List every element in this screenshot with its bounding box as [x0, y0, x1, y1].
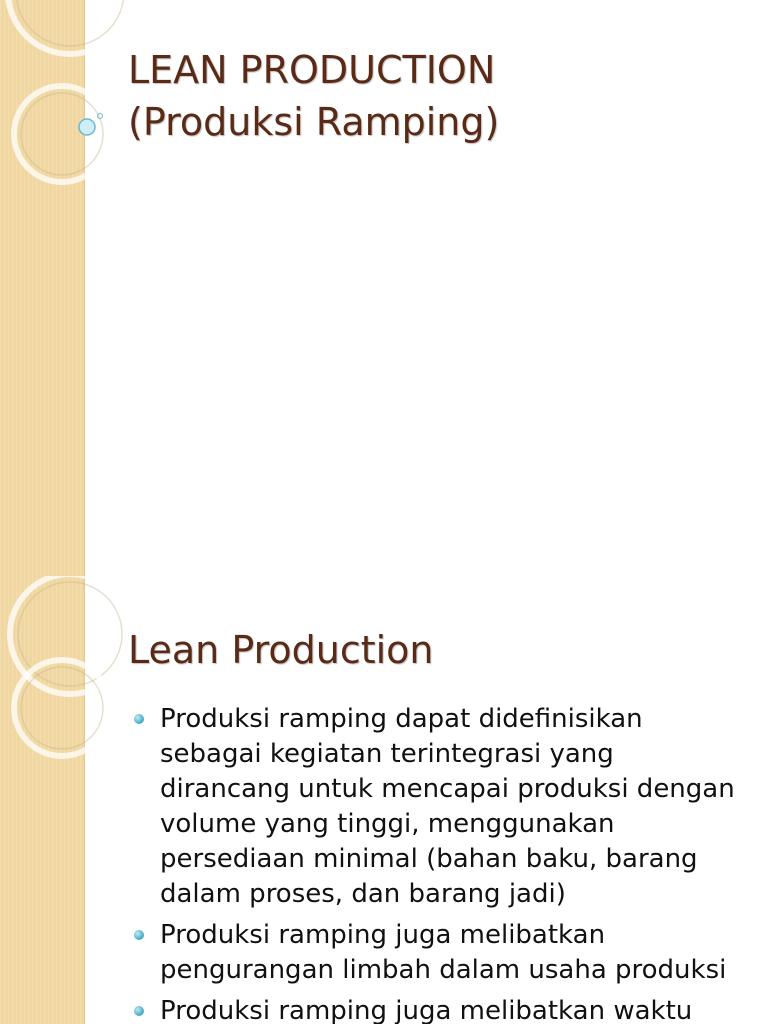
bullet-dot-icon — [134, 1006, 144, 1016]
bullet-item — [132, 702, 744, 912]
bullet-list — [132, 702, 744, 1024]
bullet-dot-icon — [134, 714, 144, 724]
bullet-dot-icon — [134, 930, 144, 940]
slide-title: Lean Production — [128, 628, 434, 672]
title-line-1: LEAN PRODUCTION — [128, 48, 496, 92]
bullet-text: Produksi ramping dapat didefinisikan sebagai kegiatan terintegrasi yang dirancang untuk mencapai produksi dengan volume yang tinggi, menggunakan persediaan minimal (bahan baku, barang dalam proses, dan barang jadi) — [160, 704, 735, 909]
bullet-item — [132, 994, 744, 1024]
bullet-item — [132, 918, 744, 988]
slide-title — [128, 44, 499, 148]
title-line-2: (Produksi Ramping) — [128, 100, 500, 144]
bullet-text: Produksi ramping juga melibatkan pengurangan limbah dalam usaha produksi — [160, 920, 727, 985]
bullet-text: Produksi ramping juga melibatkan waktu — [160, 996, 693, 1024]
decorative-rings-icon — [0, 576, 110, 776]
slide-2 — [0, 576, 768, 1024]
decorative-rings-icon — [0, 0, 110, 200]
